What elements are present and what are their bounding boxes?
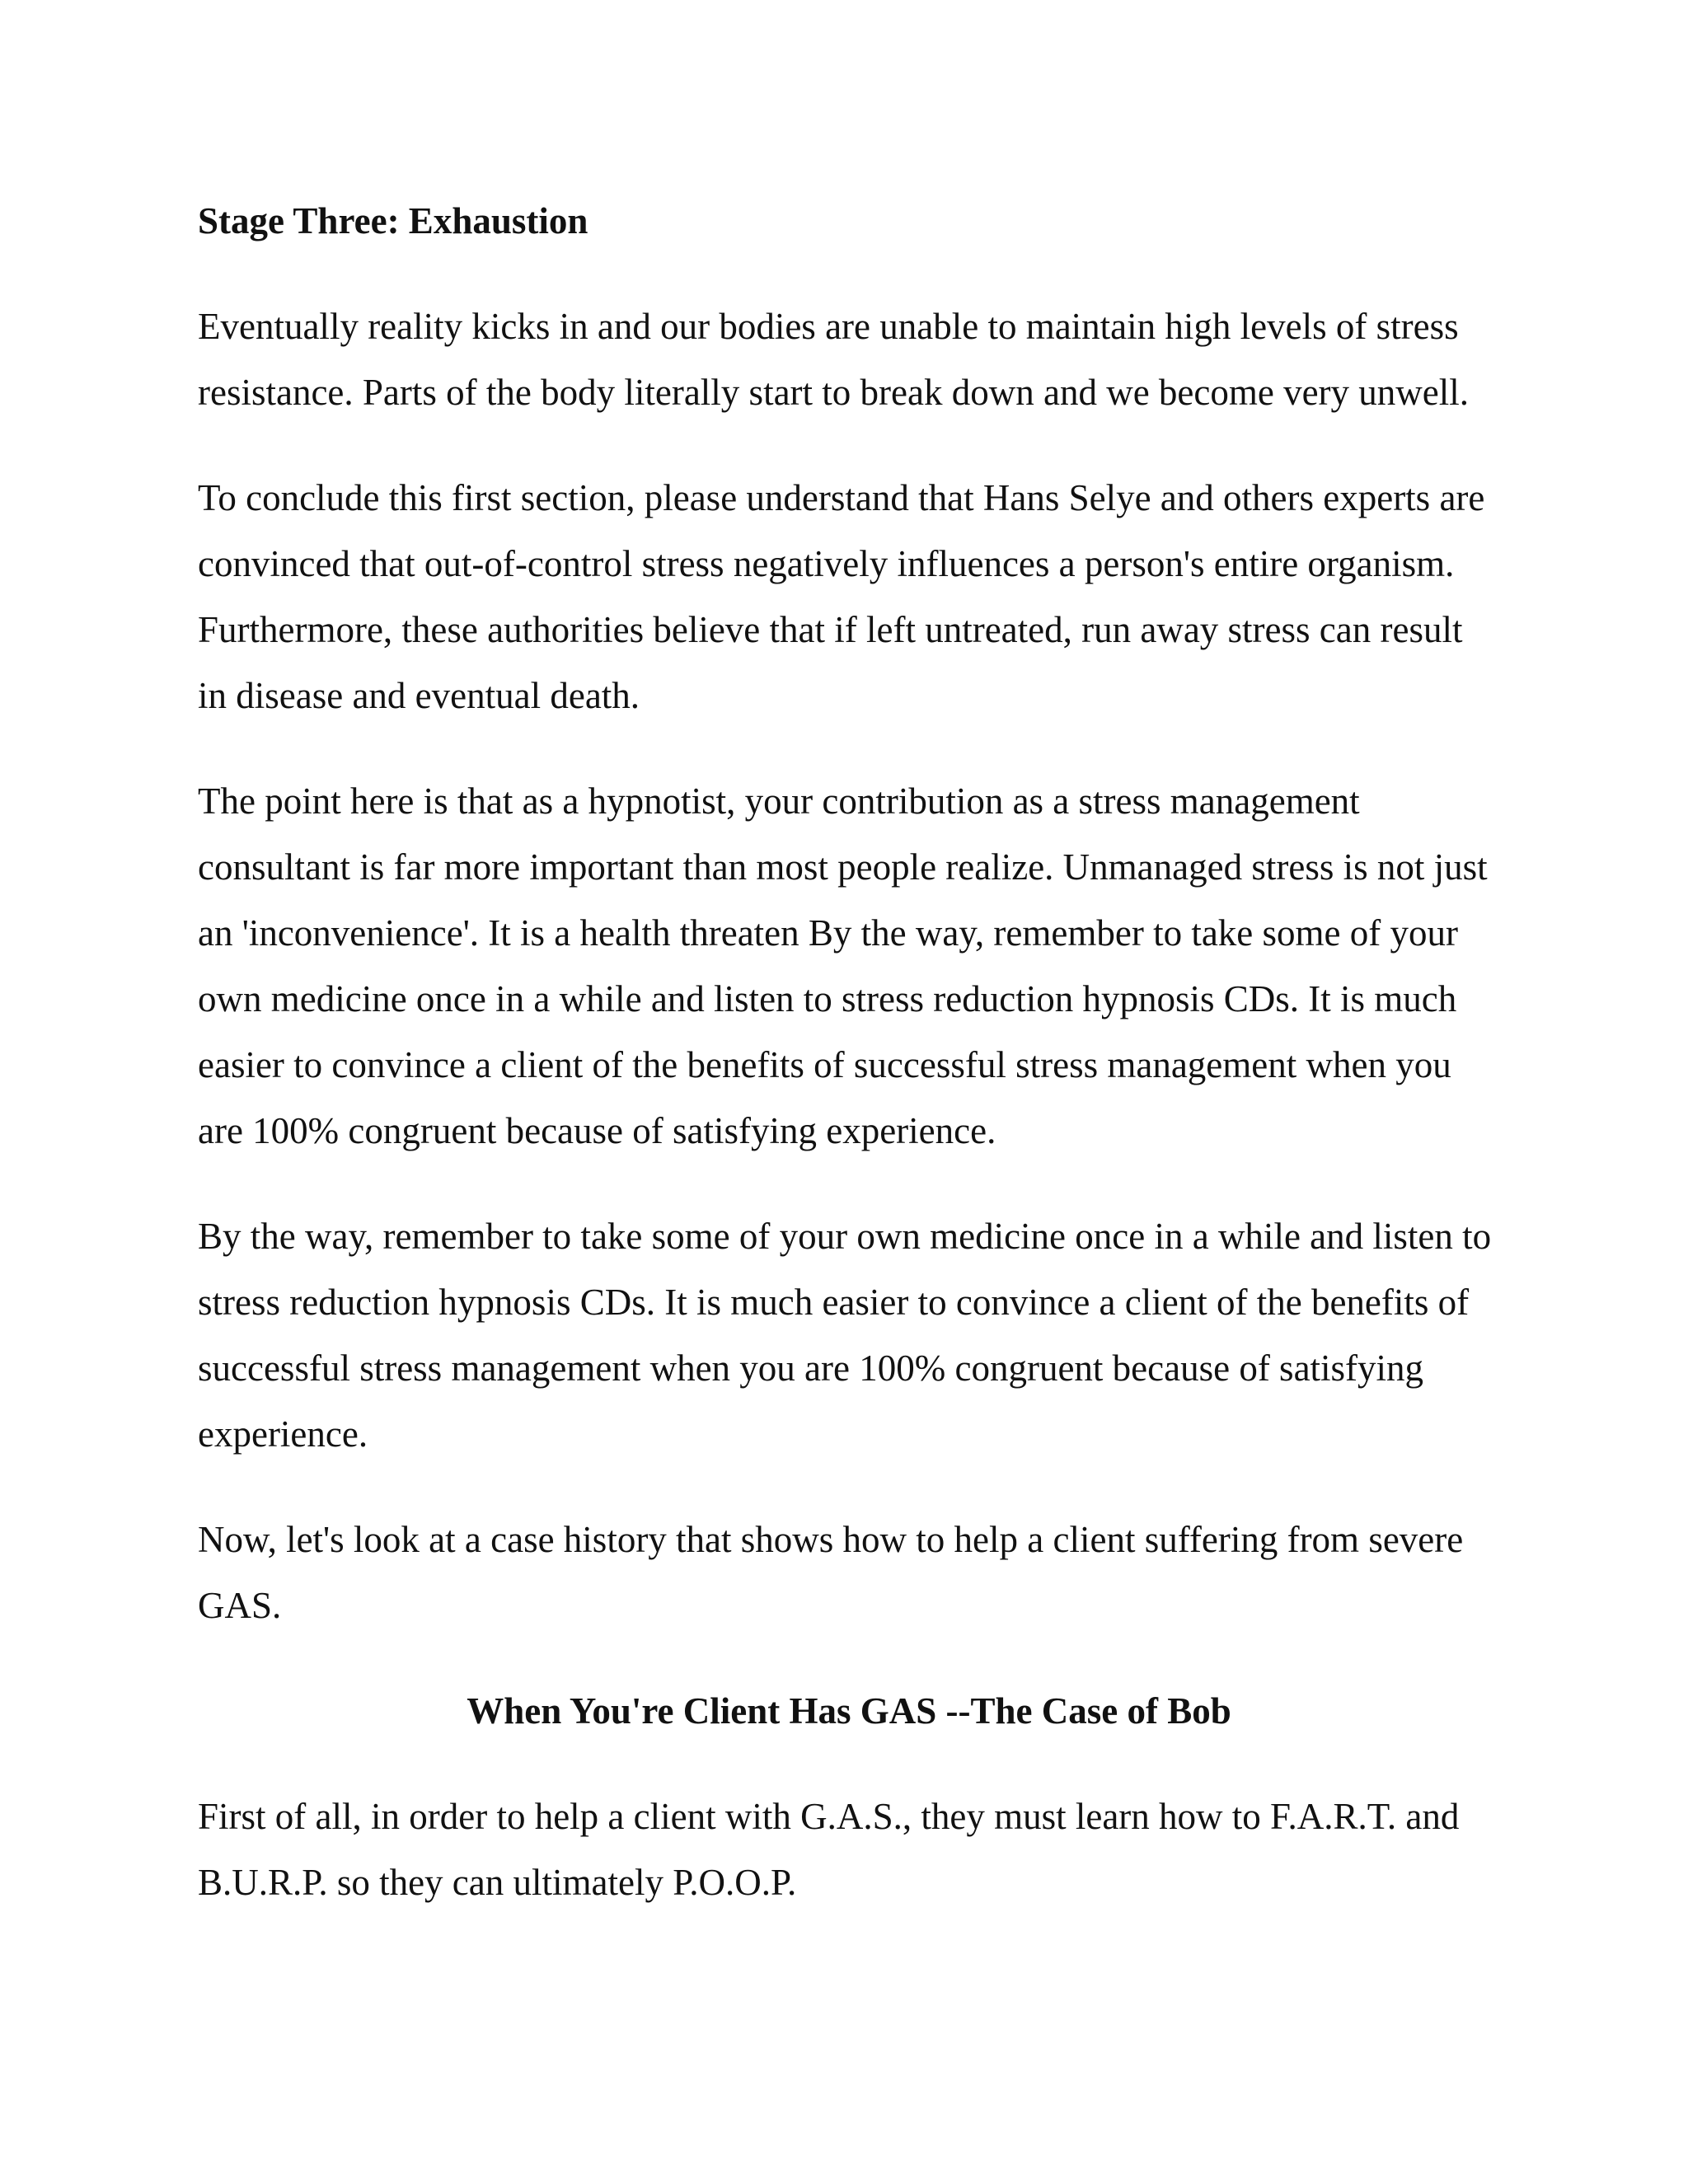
paragraph-own-medicine: By the way, remember to take some of your own medicine once in a while and listen to stress reduction hypnosis CDs. It is much easier to convince a client of the benefits of successful stress management when you are 100% congruent because of satisfying experience.	[198, 1216, 1492, 1455]
paragraph-exhaustion: Eventually reality kicks in and our bodies are unable to maintain high levels of stress resistance. Parts of the body literally start to break down and we become very unwell.	[198, 306, 1470, 413]
case-heading: When You're Client Has GAS --The Case of Bob	[467, 1690, 1231, 1732]
paragraph-case-intro: Now, let's look at a case history that shows how to help a client suffering from severe GAS.	[198, 1519, 1464, 1626]
section-heading: Stage Three: Exhaustion	[198, 200, 588, 241]
paragraph-case-bob: First of all, in order to help a client with G.A.S., they must learn how to F.A.R.T. and B.U.R.P. so they can ultimately P.O.O.P.	[198, 1796, 1460, 1903]
document-body	[198, 188, 1500, 1955]
paragraph-conclusion: To conclude this first section, please understand that Hans Selye and others experts are convinced that out-of-control stress negatively influences a person's entire organism. Furthermore, these authorities believe that if left untreated, run away stress can result in disease and eventual death.	[198, 477, 1485, 716]
paragraph-hypnotist-point: The point here is that as a hypnotist, your contribution as a stress management consultant is far more important than most people realize. Unmanaged stress is not just an 'inconvenience'. It is a health threaten By the way, remember to take some of your own medicine once in a while and listen to stress reduction hypnosis CDs. It is much easier to convince a client of the benefits of successful stress management when you are 100% congruent because of satisfying experience.	[198, 780, 1488, 1151]
